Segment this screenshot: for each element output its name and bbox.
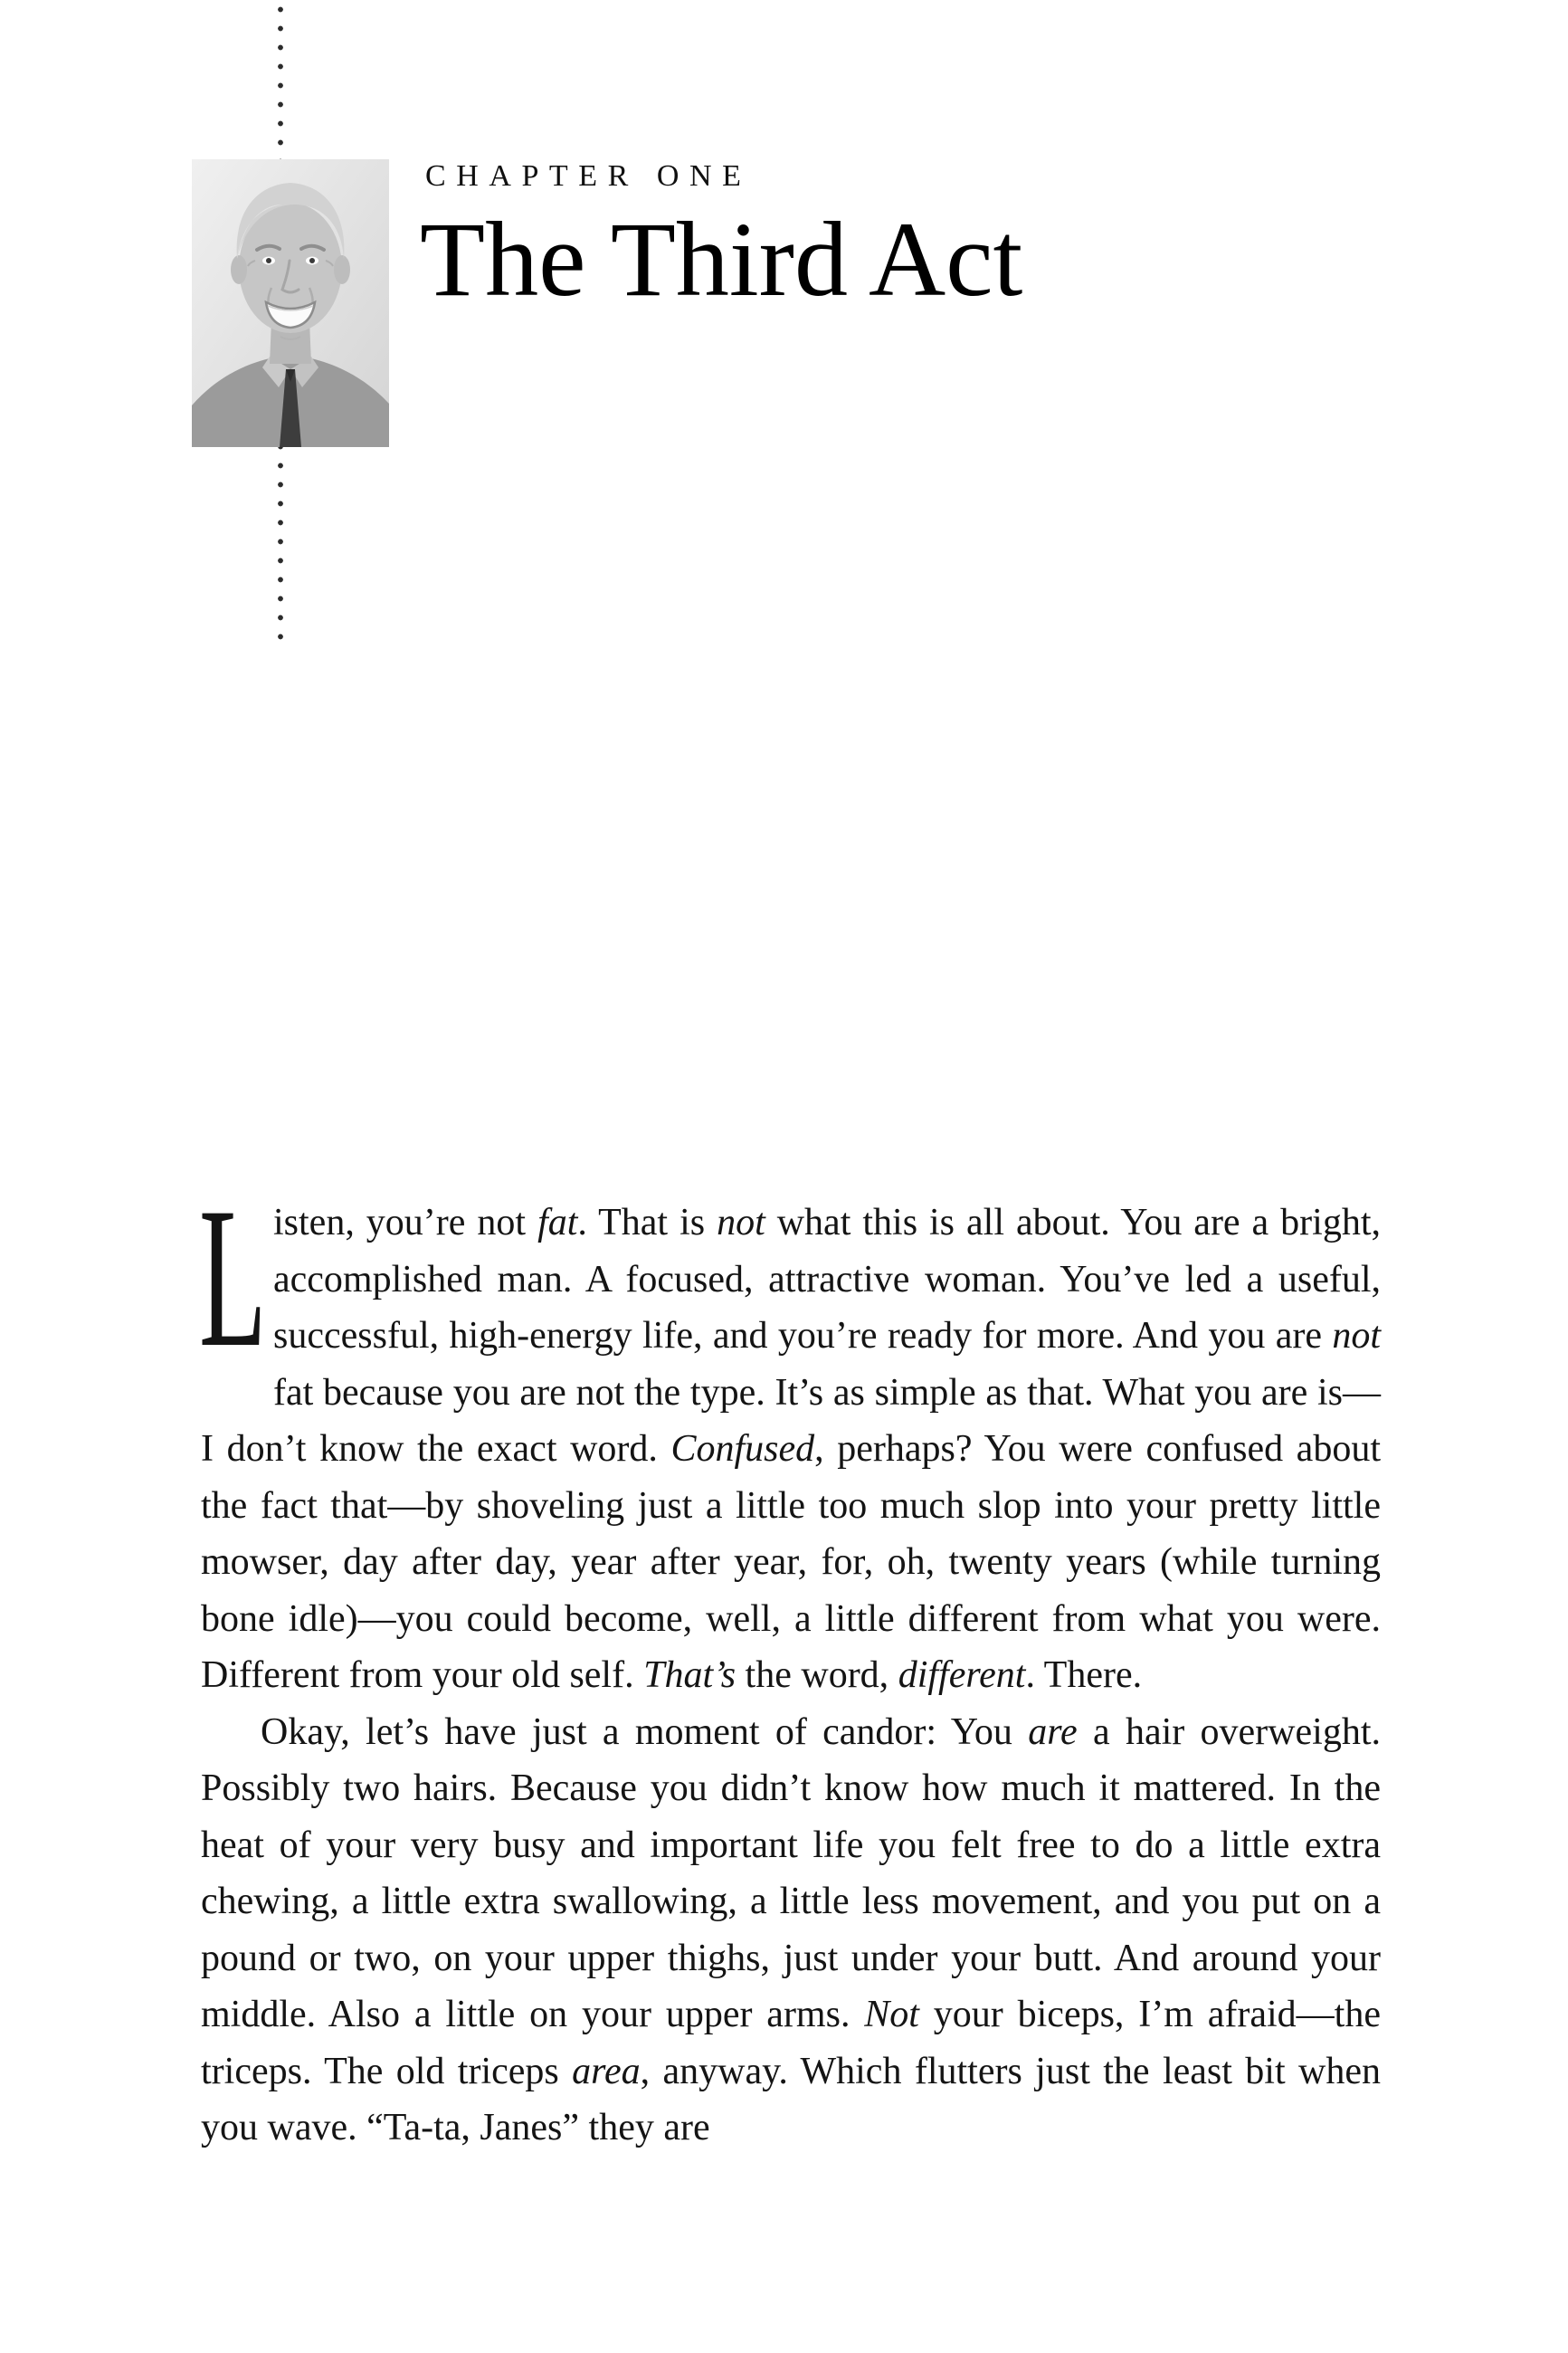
author-portrait-photo: [192, 159, 389, 447]
portrait-photo-image: [192, 159, 389, 447]
body-text-block: [199, 1167, 1382, 2157]
paragraph-2: Okay, let’s have just a moment of candor: You are a hair overweight. Possibly two hairs. Because you didn’t know how much it mattered. In the heat of your very busy and important life you felt free to do a little extra chewing, a little extra swallowing, a little less movement, and you put on a pound or two, on your upper thighs, just under your butt. And around your middle. Also a little on your upper arms. Not your biceps, I’m afraid—the triceps. The old triceps area, anyway. Which flutters just the least bit when you wave. “Ta-ta, Janes” they are: [201, 1710, 1381, 2148]
paragraph-1-text: isten, you’re not fat. That is not what this is all about. You are a bright, accomplished man. A focused, attractive woman. You’ve led a useful, successful, high-energy life, and you’re ready for more. And you are not fat because you are not the type. It’s as simple as that. What you are is—I don’t know the exact word. Confused, perhaps? You were confused about the fact that—by shoveling just a little too much slop into your pretty little mowser, day after day, year after year, for, oh, twenty years (while turning bone idle)—you could become, well, a little different from what you were. Different from your old self. That’s the word, different. There.: [201, 1202, 1382, 1696]
chapter-title: The Third Act: [420, 200, 1023, 319]
dropcap-letter: L: [199, 1167, 267, 1389]
chapter-label: CHAPTER ONE: [425, 159, 752, 193]
paragraph-1: [199, 1167, 1382, 1704]
